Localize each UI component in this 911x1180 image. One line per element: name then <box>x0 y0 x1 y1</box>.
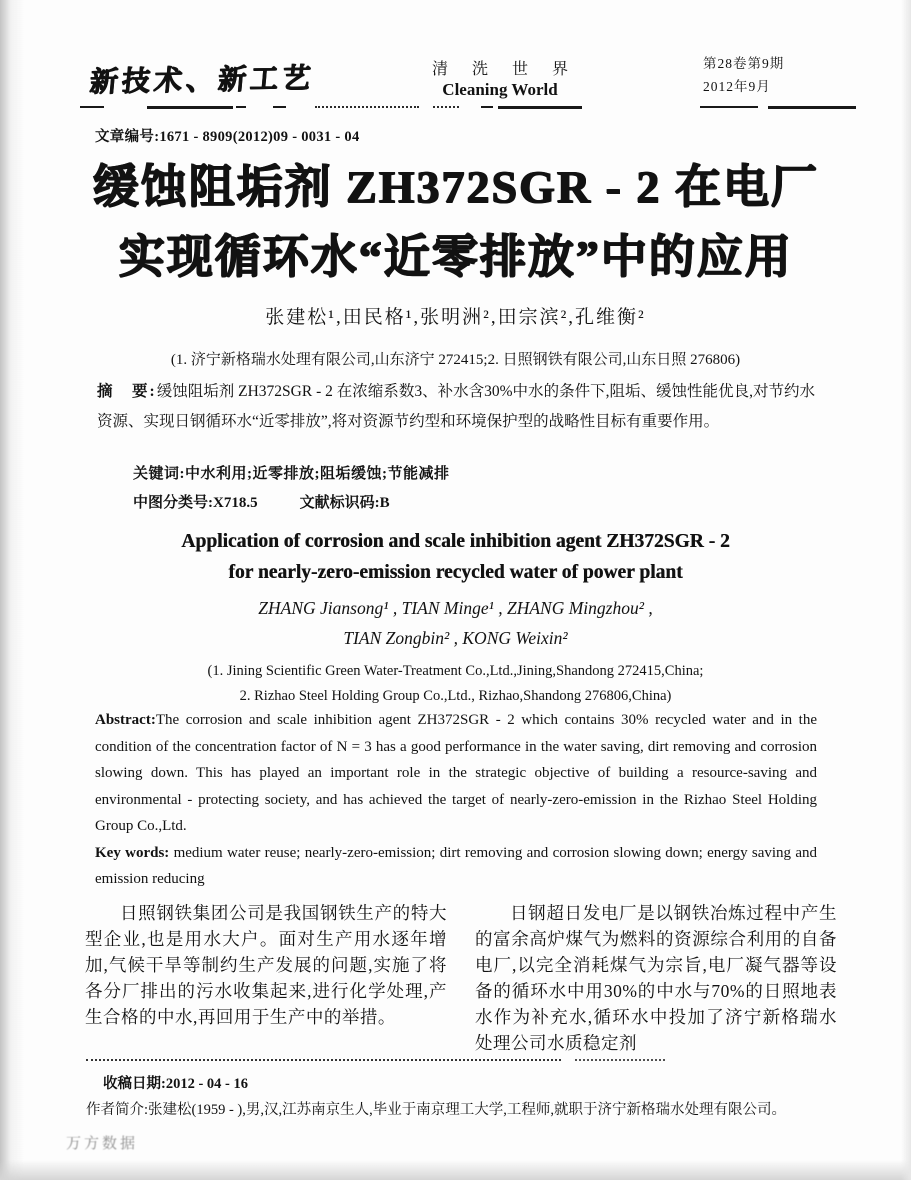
article-title-en-line1: Application of corrosion and scale inhibition agent ZH372SGR - 2 <box>181 531 730 552</box>
header-rule-segment <box>315 106 419 108</box>
abstract-en-block <box>95 707 817 893</box>
header-rule-segment <box>433 106 459 108</box>
doc-code-value: B <box>379 495 390 511</box>
header-rule-segment <box>80 106 104 108</box>
header-rule-segment <box>498 106 582 109</box>
header-rule-segment <box>768 106 856 109</box>
article-number: 文章编号:1671 - 8909(2012)09 - 0031 - 04 <box>95 129 360 145</box>
header-rule-segment <box>700 106 758 108</box>
journal-logo: 新技术、新工艺 <box>88 63 316 98</box>
article-title-cn-line1: 缓蚀阻垢剂 ZH372SGR - 2 在电厂 <box>92 161 819 212</box>
journal-title-cn: 清 洗 世 界 <box>431 61 578 78</box>
doc-code-label: 文献标识码: <box>299 495 380 511</box>
issue-info <box>703 52 784 98</box>
affiliation-en-line2: 2. Rizhao Steel Holding Group Co.,Ltd., Rizhao,Shandong 276806,China) <box>239 688 672 704</box>
authors-en-line1: ZHANG Jiansong¹ , TIAN Minge¹ , ZHANG Mingzhou² , <box>258 598 653 618</box>
keywords-cn-text: 中水利用;近零排放;阻垢缓蚀;节能减排 <box>185 466 450 482</box>
footnote-received-date: 收稿日期:2012 - 04 - 16 <box>103 1076 248 1092</box>
header-rule-segment <box>236 106 246 108</box>
header-rule-segment <box>273 106 286 108</box>
footnote-divider <box>86 1059 561 1061</box>
abstract-en-label: Abstract: <box>95 712 156 728</box>
footnote-author-bio: 作者简介:张建松(1959 - ),男,汉,江苏南京生人,毕业于南京理工大学,工程师,就职于济宁新格瑞水处理有限公司。 <box>86 1102 787 1118</box>
clc-label: 中图分类号: <box>133 495 213 511</box>
abstract-cn-label: 摘 要: <box>97 383 157 400</box>
keywords-en-text: medium water reuse; nearly-zero-emission; dirt removing and corrosion slowing down; energy saving and emission reducing <box>95 844 817 887</box>
wanfang-watermark: 万方数据 <box>66 1136 139 1152</box>
header-rule-segment <box>481 106 493 108</box>
affiliation-en-line1: (1. Jining Scientific Green Water-Treatment Co.,Ltd.,Jining,Shandong 272415,China; <box>207 663 704 679</box>
scan-edge-bottom <box>0 1160 911 1180</box>
authors-en-line2: TIAN Zongbin² , KONG Weixin² <box>343 628 568 648</box>
issue-volume: 第28卷第9期 <box>703 56 785 71</box>
body-paragraph-left: 日照钢铁集团公司是我国钢铁生产的特大型企业,也是用水大户。面对生产用水逐年增加,气候干旱等制约生产发展的问题,实施了将各分厂排出的污水收集起来,进行化学处理,产生合格的中水,再回用于生产中的举措。 <box>85 903 447 1027</box>
abstract-cn <box>97 377 815 436</box>
clc-line <box>133 491 390 512</box>
keywords-en-label: Key words: <box>95 844 170 861</box>
abstract-en <box>95 707 817 840</box>
header-rule-segment <box>147 106 233 109</box>
body-columns <box>85 900 837 1056</box>
article-title-en-line2: for nearly-zero-emission recycled water of power plant <box>228 562 683 583</box>
keywords-en <box>95 840 817 893</box>
footnote-divider-artifact <box>575 1059 665 1061</box>
keywords-cn <box>133 462 450 483</box>
affiliation-cn: (1. 济宁新格瑞水处理有限公司,山东济宁 272415;2. 日照钢铁有限公司,山东日照 276806) <box>170 352 741 368</box>
body-paragraph-right: 日钢超日发电厂是以钢铁冶炼过程中产生的富余高炉煤气为燃料的资源综合利用的自备电厂,以完全消耗煤气为宗旨,电厂凝气器等设备的循环水中用30%的中水与70%的日照地表水作为补充水,循环水中投加了济宁新格瑞水处理公司水质稳定剂 <box>475 903 837 1053</box>
journal-title-en: Cleaning World <box>442 80 558 99</box>
abstract-cn-text: 缓蚀阻垢剂 ZH372SGR - 2 在浓缩系数3、补水含30%中水的条件下,阻垢、缓蚀性能优良,对节约水资源、实现日钢循环水“近零排放”,将对资源节约型和环境保护型的战略性目标有重要作用。 <box>97 383 816 430</box>
authors-cn: 张建松¹,田民格¹,张明洲²,田宗滨²,孔维衡² <box>265 307 646 328</box>
issue-date: 2012年9月 <box>703 79 771 94</box>
article-title-cn-line2: 实现循环水“近零排放”中的应用 <box>118 231 793 282</box>
abstract-en-text: The corrosion and scale inhibition agent ZH372SGR - 2 which contains 30% recycled water and in the condition of the concentration factor of N = 3 has a good performance in the water saving, dirt removing and corrosion slowing down. This has played an important role in the strategic objective of building a resource-saving and environmental - protecting society, and has achieved the target of nearly-zero-emission in the Rizhao Steel Holding Group Co.,Ltd. <box>95 712 817 834</box>
keywords-cn-label: 关键词: <box>133 466 185 482</box>
clc-value: X718.5 <box>213 495 258 511</box>
